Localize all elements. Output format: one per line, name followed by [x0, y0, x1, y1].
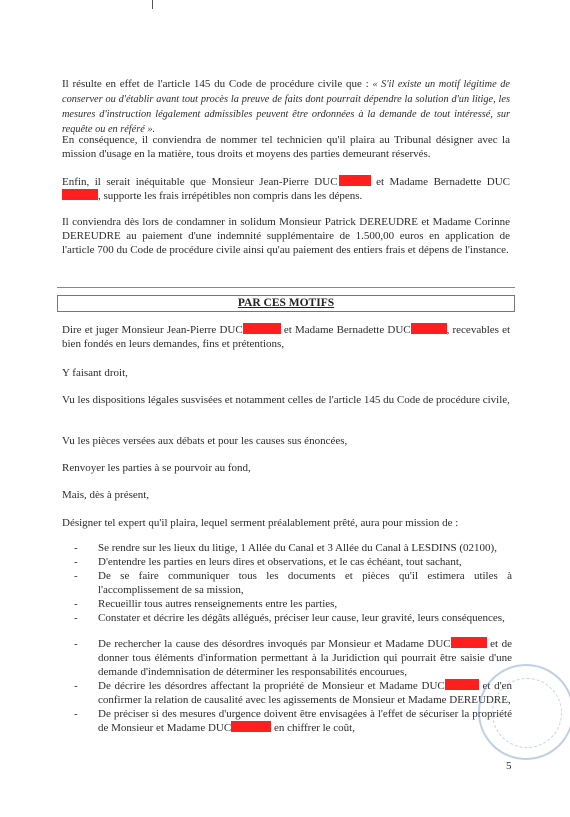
list-item: - De se faire communiquer tous les documents et pièces qu'il estimera utiles à l'accomplissement de sa mission,: [62, 569, 512, 597]
line-renvoyer: Renvoyer les parties à se pourvoir au fond,: [62, 462, 251, 474]
mission-list-1: [62, 541, 512, 625]
dispo-part-b: et Madame Bernadette DUC: [283, 324, 411, 336]
mission-urgence-a: De préciser si des mesures d'urgence doivent être envisagées à l'effet de sécuriser la propriété de Monsieur et Madame DUC: [98, 708, 512, 734]
redaction-bar: [451, 637, 487, 648]
redaction-bar: [62, 189, 98, 200]
list-item: - D'entendre les parties en leurs dires et observations, et le cas échéant, tout sachant,: [62, 555, 512, 569]
mission-decrire-a: De décrire les désordres affectant la propriété de Monsieur et Madame DUC: [98, 680, 445, 692]
redaction-bar: [243, 323, 281, 334]
heading-top-rule: [57, 287, 515, 288]
line-faisant-droit: Y faisant droit,: [62, 367, 128, 379]
mission-decrire-b: et d'en confirmer la relation de causalité avec les agissements de Monsieur et Madame DEREUDRE,: [98, 680, 512, 706]
dispo-part-c: , recevables et bien fondés en leurs demandes, fins et prétentions,: [62, 324, 511, 350]
paragraph-dire-et-juger: [62, 323, 510, 351]
line-vu-pieces: Vu les pièces versées aux débats et pour les causes sus énoncées,: [62, 435, 348, 447]
line-designer: Désigner tel expert qu'il plaira, lequel serment préalablement prêté, aura pour mission de :: [62, 517, 459, 529]
list-item: - Constater et décrire les dégâts allégués, préciser leur cause, leur gravité, leurs conséquences,: [62, 611, 512, 625]
article-quote: « S'il existe un motif légitime de conserver ou d'établir avant tout procès la preuve de faits dont pourrait dépendre la solution d'un litige, les mesures d'instruction légalement admissibles peuvent être ordonnées à la demande de tout intéressé, sur requête ou en référé ».: [62, 79, 510, 135]
line-mais: Mais, dès à présent,: [62, 489, 150, 501]
para3-part-b: et Madame Bernadette DUC: [376, 176, 510, 188]
para3-part-a: Enfin, il serait inéquitable que Monsieur Jean-Pierre DUC: [62, 176, 338, 188]
page-number: 5: [506, 760, 512, 772]
paragraph-condamner: Il conviendra dès lors de condamner in solidum Monsieur Patrick DEREUDRE et Madame Corinne DEREUDRE au paiement d'une indemnité supplémentaire de 1.500,00 euros en application de l'article 700 du Code de procédure civile ainsi qu'au paiement des entiers frais et dépens de l'instance.: [62, 216, 510, 256]
paragraph-article-145: [62, 77, 510, 137]
list-item: [62, 679, 512, 707]
official-stamp: [478, 664, 570, 760]
list-item: [62, 707, 512, 735]
heading-text: PAR CES MOTIFS: [237, 297, 335, 309]
para3-part-c: supporte les frais irrépétibles non compris dans les dépens.: [103, 190, 363, 202]
scan-mark: [152, 0, 153, 9]
redaction-bar: [231, 721, 271, 732]
redaction-bar: [411, 323, 447, 334]
list-item: - Se rendre sur les lieux du litige, 1 Allée du Canal et 3 Allée du Canal à LESDINS (02100),: [62, 541, 512, 555]
list-item: [62, 637, 512, 679]
dispo-part-a: Dire et juger Monsieur Jean-Pierre DUC: [62, 324, 243, 336]
mission-cause-a: De rechercher la cause des désordres invoqués par Monsieur et Madame DUC: [98, 638, 451, 650]
redaction-bar: [339, 175, 371, 186]
line-vu-dispositions: Vu les dispositions légales susvisées et notamment celles de l'article 145 du Code de procédure civile,: [62, 394, 510, 406]
mission-list-2: [62, 637, 512, 735]
paragraph-inequitable: Enfin, il serait inéquitable que Monsieur Jean-Pierre DUC et Madame Bernadette DUC, supporte les frais irrépétibles non compris dans les dépens.: [62, 176, 510, 202]
article-intro: Il résulte en effet de l'article 145 du Code de procédure civile que :: [62, 78, 369, 90]
mission-urgence-b: en chiffrer le coût,: [273, 722, 355, 734]
mission-cause-b: et de donner tous éléments d'information permettant à la Juridiction qui pourrait être saisie d'une demande d'indemnisation de déterminer les responsabilités encourues,: [98, 638, 513, 678]
list-item: - Recueillir tous autres renseignements entre les parties,: [62, 597, 512, 611]
redaction-bar: [445, 679, 479, 690]
paragraph-consequence: En conséquence, il conviendra de nommer tel technicien qu'il plaira au Tribunal désigner avec la mission d'usage en la matière, tous droits et moyens des parties demeurant réservés.: [62, 134, 510, 160]
section-heading: [57, 295, 515, 312]
